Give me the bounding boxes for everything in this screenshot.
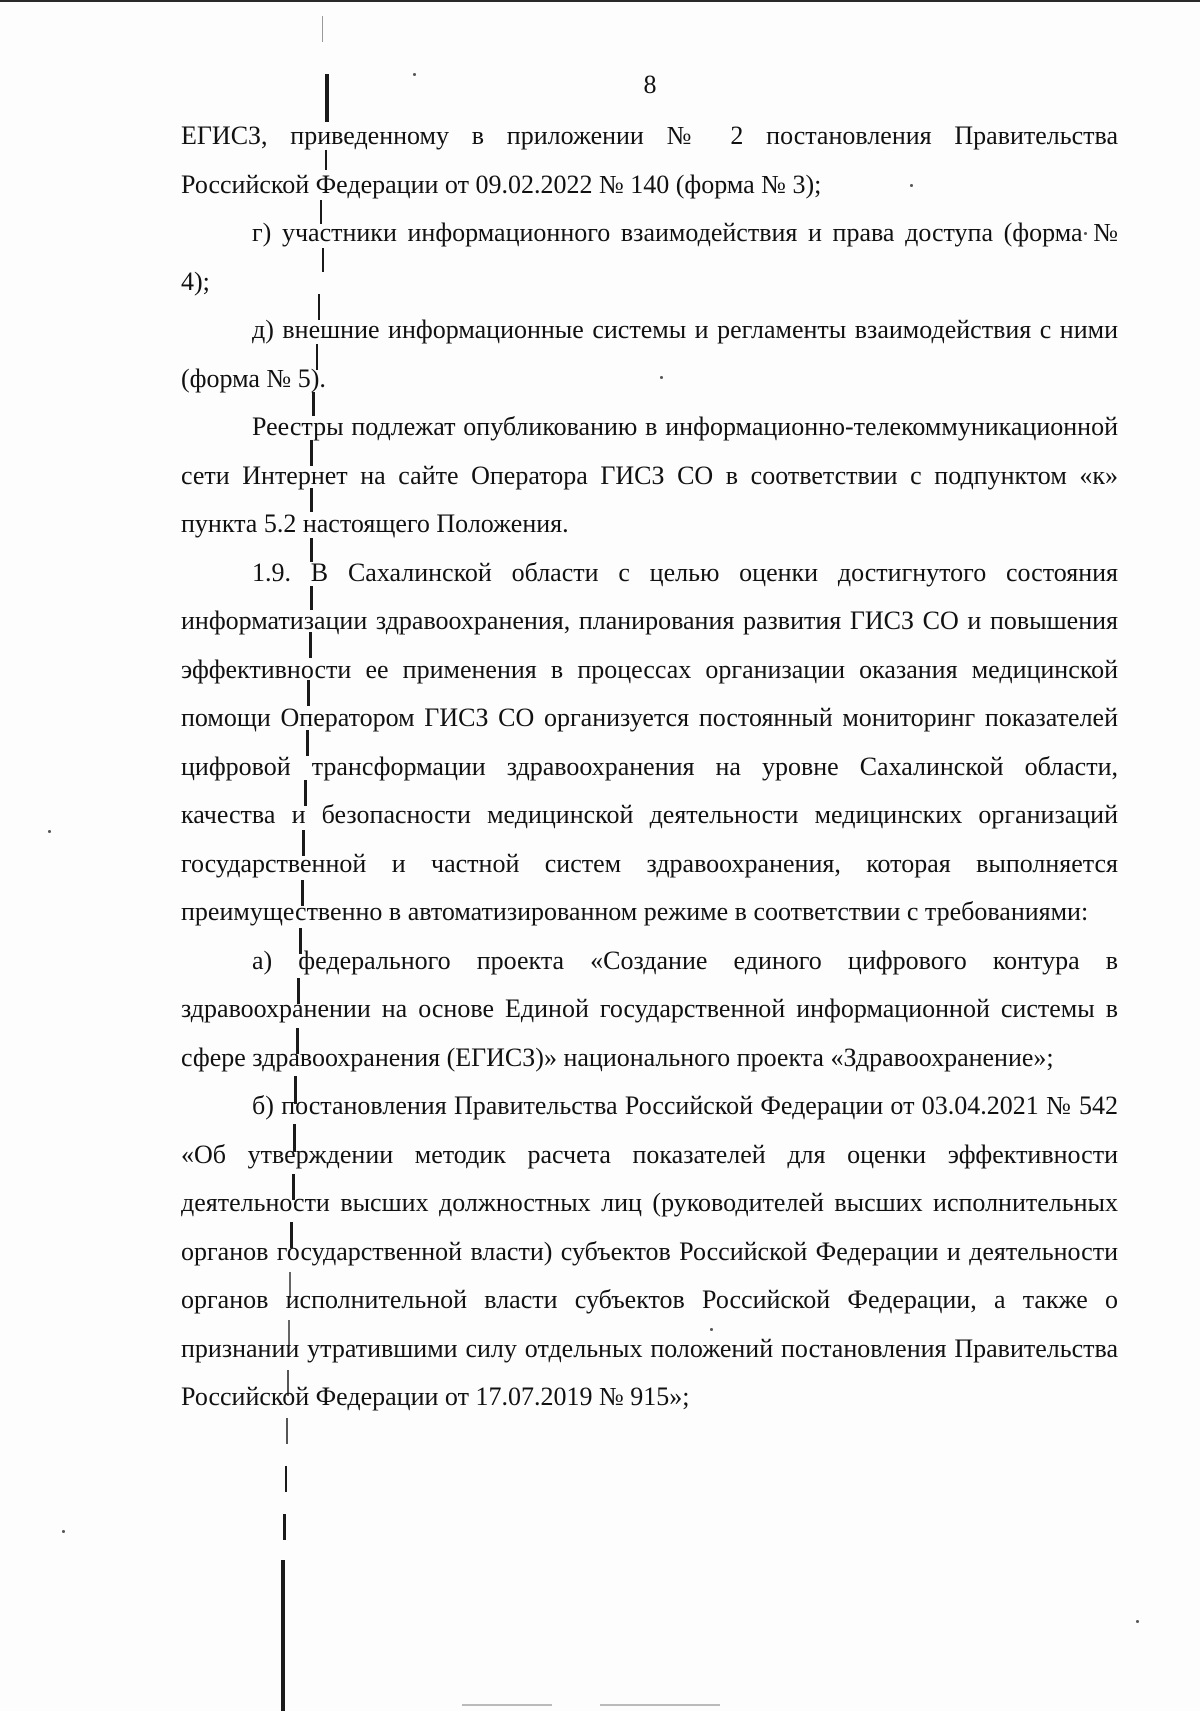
paragraph-item-d: д) внешние информационные системы и регламенты взаимодействия с ними (форма № 5). [181,315,1118,393]
paragraph-registries: Реестры подлежат опубликованию в информационно-телекоммуникационной сети Интернет на сайте Оператора ГИСЗ СО в соответствии с подпунктом «к» пункта 5.2 настоящего Положения. [181,412,1118,538]
scan-vertical-line [322,16,323,42]
paragraph-egisz-form-3: ЕГИСЗ, приведенному в приложении № 2 постановления Правительства Российской Федерации от 09.02.2022 № 140 (форма № 3); [181,121,1118,199]
scan-speck [48,830,51,833]
paragraph-item-g: г) участники информационного взаимодействия и права доступа (форма № 4); [181,218,1118,296]
scan-bottom-mark [462,1704,552,1706]
scan-speck [62,1530,65,1533]
paragraph-item-b: б) постановления Правительства Российской Федерации от 03.04.2021 № 542 «Об утверждении методик расчета показателей для оценки эффективности деятельности высших должностных лиц (руководителей высших исполнительных органов государственной власти) субъектов Российской Федерации и деятельности органов исполнительной власти субъектов Российской Федерации, а также о признании утратившими силу отдельных положений постановления Правительства Российской Федерации от 17.07.2019 № 915»; [181,1091,1118,1411]
scan-vertical-line [285,1466,287,1492]
paragraph-item-a: а) федерального проекта «Создание единого цифрового контура в здравоохранении на основе Единой государственной информационной системы в сфере здравоохранения (ЕГИСЗ)» национального проекта «Здравоохранение»; [181,945,1118,1072]
page-number: 8 [643,70,657,99]
scan-vertical-line [283,1514,286,1540]
scan-vertical-line [286,1418,288,1444]
paragraph-1-9: 1.9. В Сахалинской области с целью оценки достигнутого состояния информатизации здравоохранения, планирования развития ГИСЗ СО и повышения эффективности ее применения в процессах организации оказания медицинской помощи Оператором ГИСЗ СО организуется постоянный мониторинг показателей цифровой трансформации здравоохранения на уровне Сахалинской области, качества и безопасности медицинской деятельности медицинских организаций государственной и частной систем здравоохранения, которая выполняется преимущественно в автоматизированном режиме в соответствии с требованиями: [181,557,1118,926]
scan-top-edge [0,0,1200,2]
scan-speck [1136,1620,1139,1623]
scan-bottom-mark [600,1704,720,1706]
scan-vertical-line [281,1560,285,1711]
document-body [181,112,1118,1422]
